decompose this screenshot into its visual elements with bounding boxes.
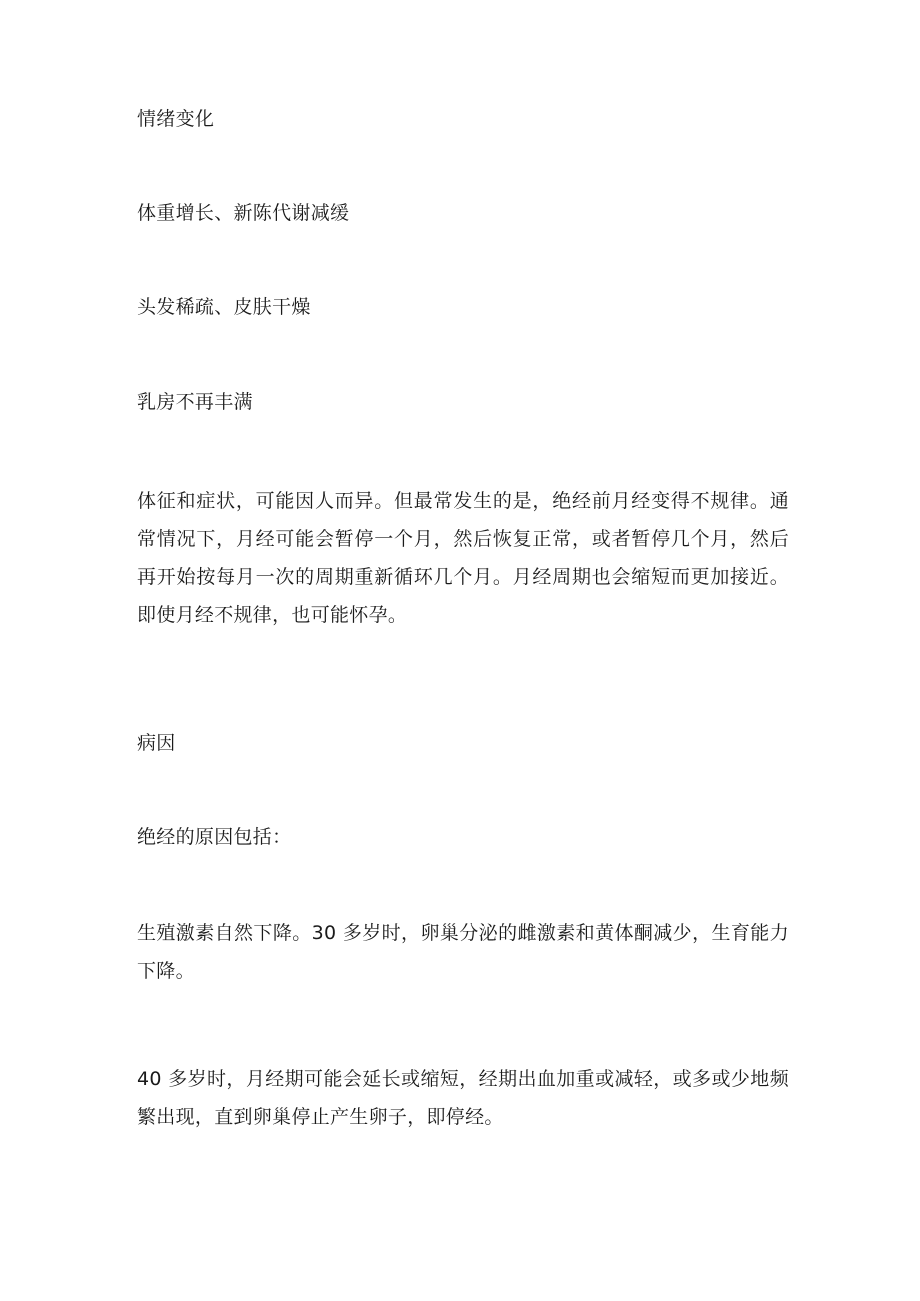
list-item-breast: 乳房不再丰满 — [137, 391, 253, 413]
list-item-mood-changes: 情绪变化 — [137, 108, 215, 130]
symptoms-paragraph: 体征和症状，可能因人而异。但最常发生的是，绝经前月经变得不规律。通常情况下，月经可能会暂停一个月，然后恢复正常，或者暂停几个月，然后再开始按每月一次的周期重新循环几个月。月经周期也会缩短而更加接近。即使月经不规律，也可能怀孕。 — [137, 490, 789, 626]
cause-paragraph-forties: 40 多岁时，月经期可能会延长或缩短，经期出血加重或减轻，或多或少地频繁出现，直到卵巢停止产生卵子，即停经。 — [137, 1068, 789, 1128]
cause-paragraph-hormones: 生殖激素自然下降。30 多岁时，卵巢分泌的雌激素和黄体酮减少，生育能力下降。 — [137, 922, 789, 982]
section-heading-causes: 病因 — [137, 732, 176, 754]
list-item-hair-skin: 头发稀疏、皮肤干燥 — [137, 296, 311, 318]
causes-intro: 绝经的原因包括： — [137, 826, 292, 848]
list-item-weight-gain: 体重增长、新陈代谢减缓 — [137, 202, 350, 224]
